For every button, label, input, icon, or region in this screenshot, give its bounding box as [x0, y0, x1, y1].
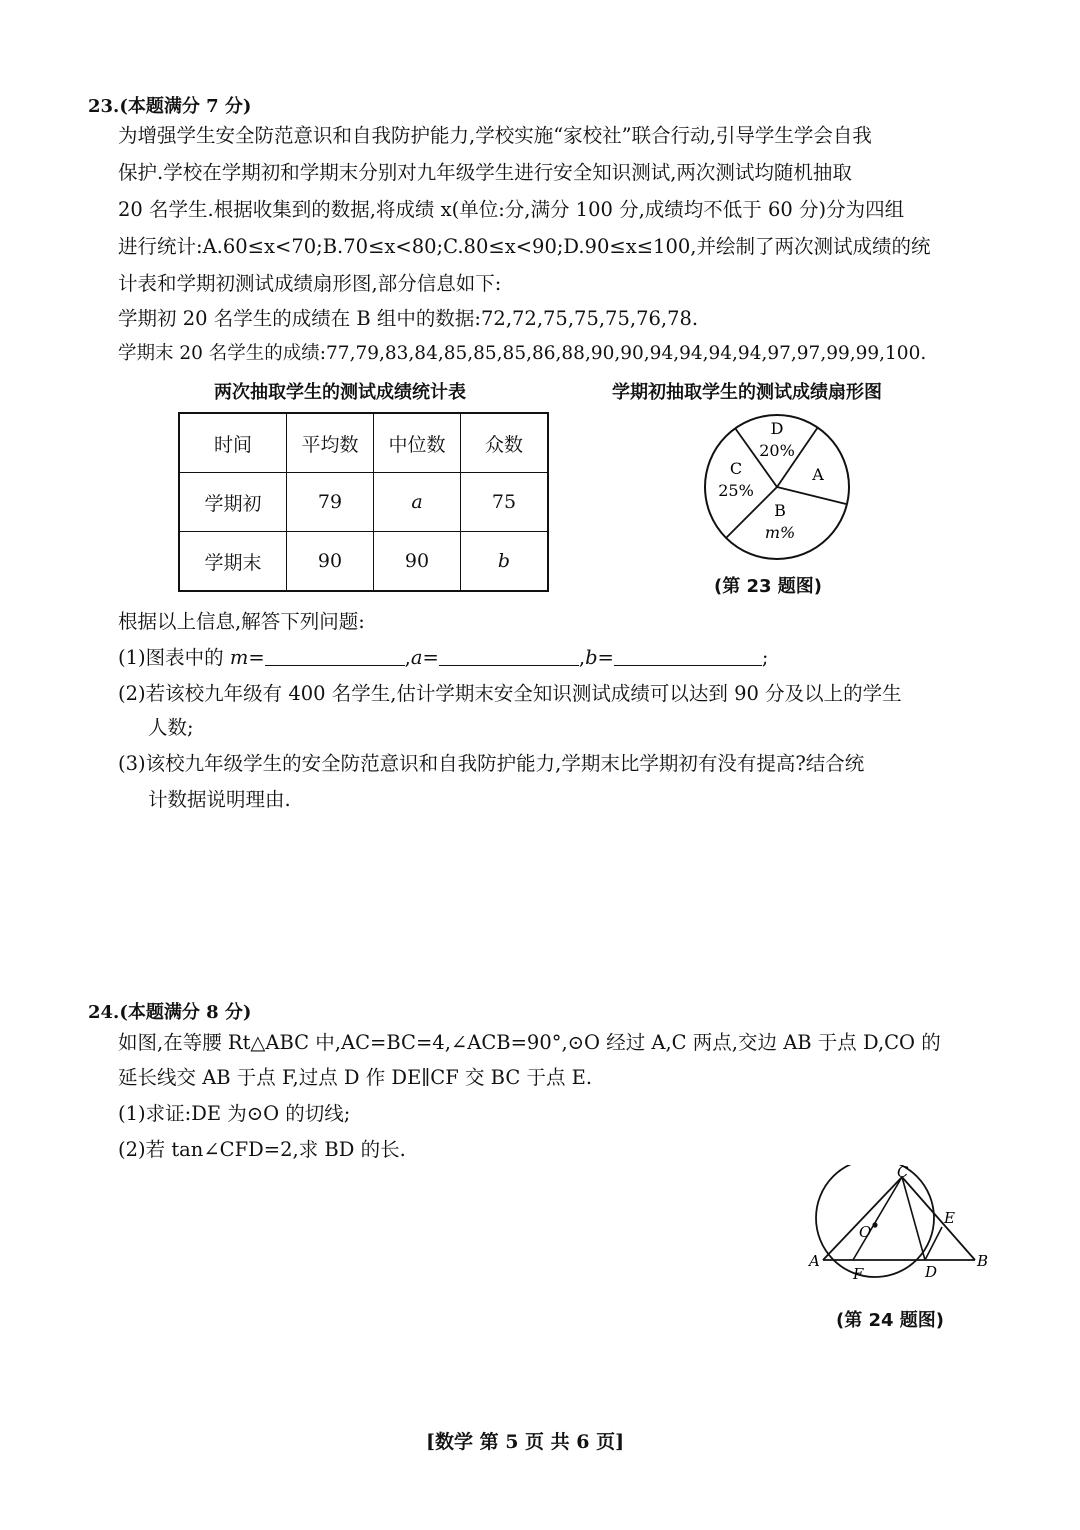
table-title: 两次抽取学生的测试成绩统计表	[214, 382, 466, 403]
equals-sign: =	[597, 646, 614, 669]
q24-number: 24.	[88, 1002, 120, 1023]
q23-paragraph-line-4: 进行统计:A.60≤x<70;B.70≤x<80;C.80≤x<90;D.90≤x≤100,并绘制了两次测试成绩的统	[118, 235, 931, 258]
pie-label-d: D	[770, 419, 784, 438]
q23-part2-line-1: (2)若该校九年级有 400 名学生,估计学期末安全知识测试成绩可以达到 90 分及以上的学生	[118, 682, 902, 705]
var-a: a	[410, 646, 423, 669]
geometry-figure	[805, 1165, 1000, 1285]
var-b: b	[585, 646, 598, 669]
segment-cf	[853, 1177, 902, 1260]
point-label-a: A	[809, 1252, 820, 1270]
q23-part3-line-2: 计数据说明理由.	[148, 788, 291, 811]
var-m: m	[229, 646, 249, 669]
table-cell: b	[461, 532, 549, 592]
table-cell: 79	[287, 473, 374, 532]
q23-paragraph-line-1: 为增强学生安全防范意识和自我防护能力,学校实施“家校社”联合行动,引导学生学会自我	[118, 124, 872, 147]
table-row-begin	[179, 473, 548, 532]
point-label-b: B	[977, 1252, 989, 1270]
q23-part1	[118, 646, 768, 670]
q24-part1: (1)求证:DE 为⊙O 的切线;	[118, 1102, 351, 1125]
q23-prompt: 根据以上信息,解答下列问题:	[118, 610, 365, 633]
stats-table	[178, 412, 549, 592]
table-cell: 90	[287, 532, 374, 592]
point-label-o: O	[859, 1223, 872, 1241]
equals-sign: =	[248, 646, 265, 669]
table-cell: a	[374, 473, 461, 532]
q23-header	[88, 92, 251, 118]
page-footer: [数学 第 5 页 共 6 页]	[426, 1431, 625, 1453]
table-header-mode: 众数	[461, 413, 549, 473]
q23-data-end: 学期末 20 名学生的成绩:77,79,83,84,85,85,85,86,88,90,90,94,94,94,94,97,97,99,99,100.	[118, 343, 927, 364]
q24-score-note: (本题满分 8 分)	[119, 1002, 252, 1023]
pie-pct-d: 20%	[759, 441, 795, 460]
separator: ,	[578, 646, 586, 669]
q24-paragraph-line-2: 延长线交 AB 于点 F,过点 D 作 DE∥CF 交 BC 于点 E.	[118, 1066, 593, 1089]
point-label-f: F	[853, 1265, 864, 1283]
pie-label-b: B	[774, 501, 786, 520]
table-cell: 90	[374, 532, 461, 592]
equals-sign: =	[422, 646, 439, 669]
q23-data-begin: 学期初 20 名学生的成绩在 B 组中的数据:72,72,75,75,75,76,78.	[118, 307, 699, 330]
q23-figure-caption: (第 23 题图)	[714, 576, 823, 597]
q24-figure-caption: (第 24 题图)	[836, 1310, 945, 1331]
pie-chart	[700, 410, 860, 570]
pie-pct-c: 25%	[718, 481, 754, 500]
q24-paragraph-line-1: 如图,在等腰 Rt△ABC 中,AC=BC=4,∠ACB=90°,⊙O 经过 A,C 两点,交边 AB 于点 D,CO 的	[118, 1031, 941, 1054]
pie-label-c: C	[729, 459, 743, 478]
q23-part3-line-1: (3)该校九年级学生的安全防范意识和自我防护能力,学期末比学期初有没有提高?结合统	[118, 752, 865, 775]
pie-divider	[777, 487, 846, 504]
table-row-end	[179, 532, 548, 592]
point-label-d: D	[925, 1263, 938, 1281]
q24-part2: (2)若 tan∠CFD=2,求 BD 的长.	[118, 1138, 406, 1161]
table-header-median: 中位数	[374, 413, 461, 473]
table-cell: 75	[461, 473, 549, 532]
separator: ,	[404, 646, 411, 669]
q23-part1-label: (1)图表中的	[118, 646, 230, 669]
table-cell: 学期末	[179, 532, 287, 592]
q23-part2-line-2: 人数;	[148, 716, 194, 739]
point-label-e: E	[944, 1209, 955, 1227]
table-header-row	[179, 413, 548, 473]
end-mark: ;	[761, 646, 769, 669]
point-label-c: C	[897, 1165, 909, 1181]
center-point-o	[872, 1222, 877, 1227]
q23-number: 23.	[88, 96, 120, 117]
pie-title: 学期初抽取学生的测试成绩扇形图	[612, 382, 882, 403]
table-cell: 学期初	[179, 473, 287, 532]
q23-paragraph-line-5: 计表和学期初测试成绩扇形图,部分信息如下:	[118, 272, 502, 295]
pie-label-a: A	[812, 465, 824, 484]
answer-blank-m[interactable]	[265, 647, 405, 666]
q23-score-note: (本题满分 7 分)	[119, 96, 252, 117]
q23-paragraph-line-2: 保护.学校在学期初和学期末分别对九年级学生进行安全知识测试,两次测试均随机抽取	[118, 161, 852, 184]
answer-blank-a[interactable]	[439, 647, 579, 666]
table-header-mean: 平均数	[287, 413, 374, 473]
segment-ac	[823, 1177, 902, 1260]
pie-pct-b: m%	[764, 523, 796, 542]
table-header-time: 时间	[179, 413, 287, 473]
q24-header	[88, 998, 251, 1024]
answer-blank-b[interactable]	[614, 647, 762, 666]
q23-paragraph-line-3: 20 名学生.根据收集到的数据,将成绩 x(单位:分,满分 100 分,成绩均不低于 60 分)分为四组	[118, 198, 905, 221]
